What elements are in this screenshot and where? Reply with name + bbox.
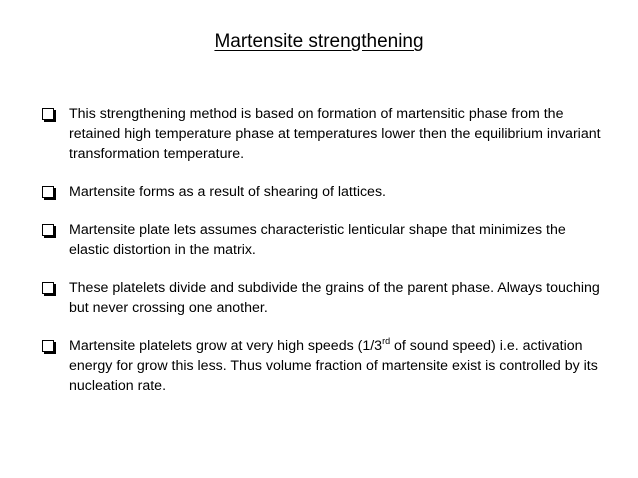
bullet-item [42, 336, 602, 396]
bullet-item [42, 220, 602, 260]
checkbox-square-icon [42, 282, 54, 294]
checkbox-square-icon [42, 340, 54, 352]
checkbox-square-icon [42, 224, 54, 236]
checkbox-square-icon [42, 186, 54, 198]
bullet-item [42, 182, 602, 202]
bullet-list [42, 104, 602, 414]
bullet-text: Martensite forms as a result of shearing of lattices. [69, 184, 386, 200]
bullet-text-end: of sound speed) i.e. activation energy for grow this less. Thus volume fraction of martensite exist is controlled by its nucleation rate. [69, 338, 598, 394]
bullet-text: This strengthening method is based on formation of martensitic phase from the retained high temperature phase at temperatures lower then the equilibrium invariant transformation temperature. [69, 106, 601, 162]
bullet-text: Martensite plate lets assumes characteristic lenticular shape that minimizes the elastic distortion in the matrix. [69, 222, 566, 258]
bullet-text-start: Martensite platelets grow at very high speeds (1/3 [69, 338, 383, 354]
bullet-item [42, 104, 602, 164]
bullet-item [42, 278, 602, 318]
superscript-ordinal: rd [382, 336, 391, 346]
slide-title: Martensite strengthening [214, 31, 424, 52]
bullet-text: These platelets divide and subdivide the grains of the parent phase. Always touching but never crossing one another. [69, 280, 600, 316]
checkbox-square-icon [42, 108, 54, 120]
